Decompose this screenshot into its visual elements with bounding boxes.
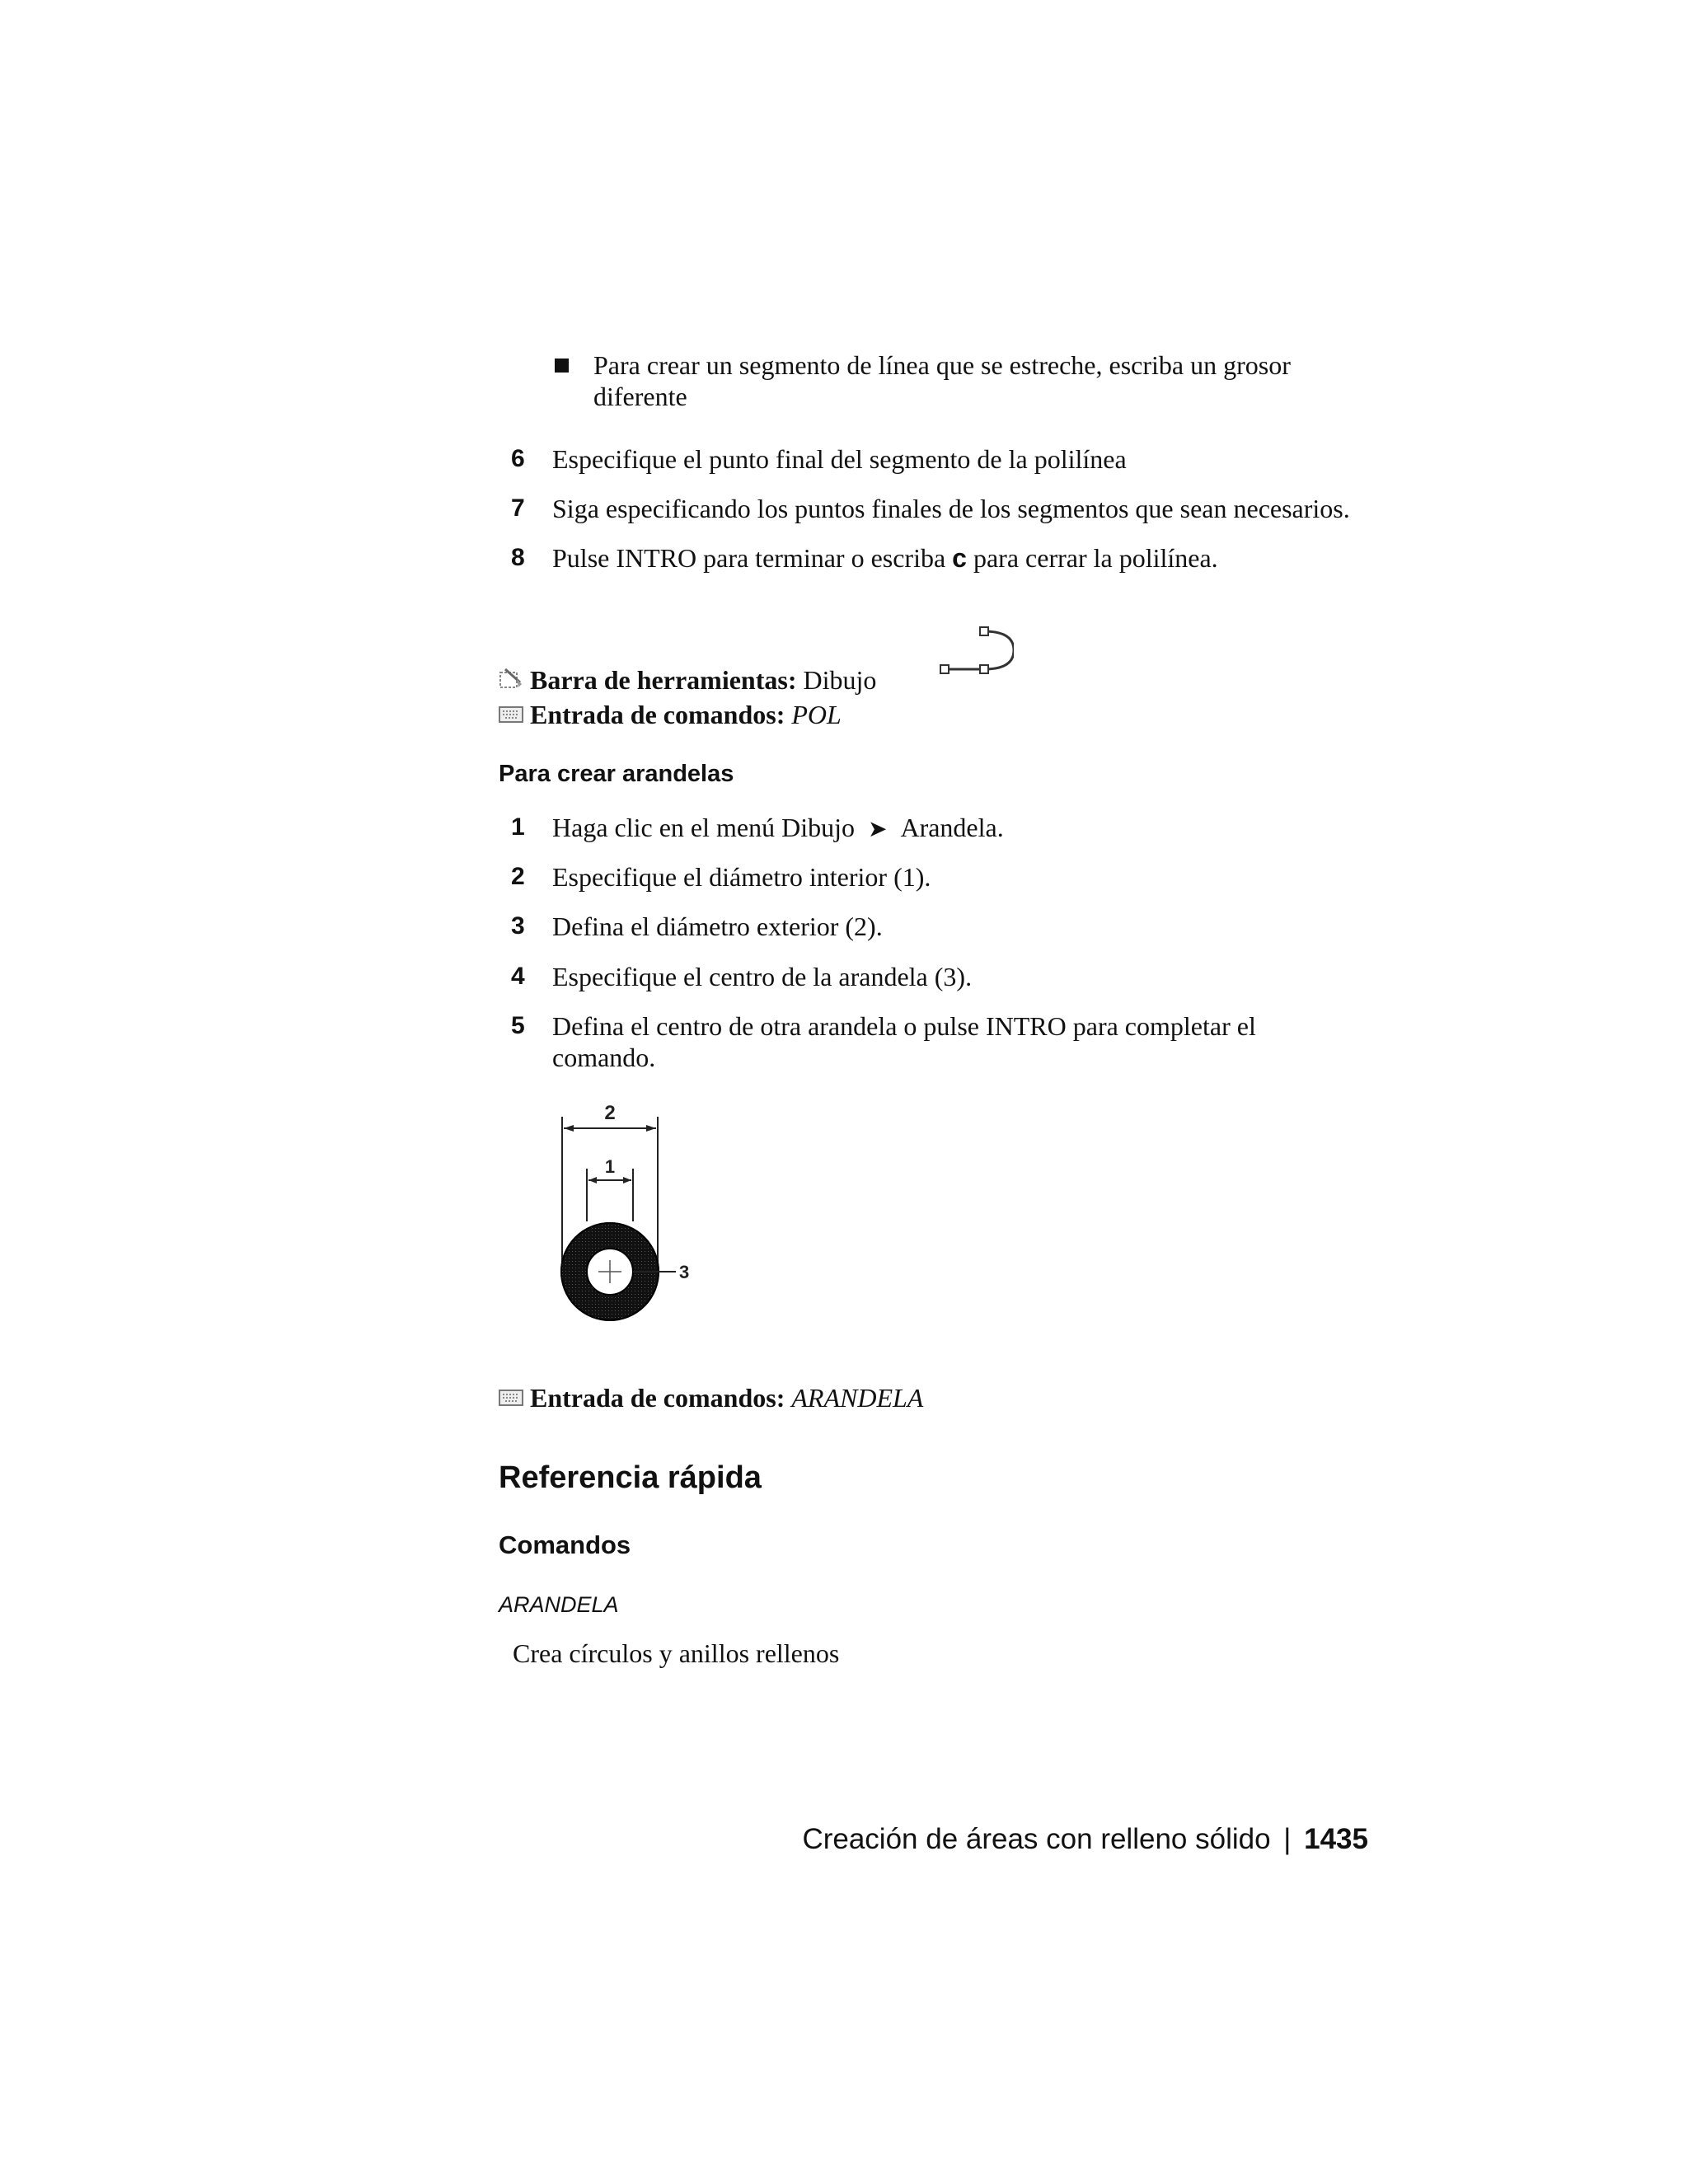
step-number: 8 xyxy=(511,544,525,571)
command-reference xyxy=(499,698,1076,731)
step-text xyxy=(552,541,1467,574)
procedure-title: Para crear arandelas xyxy=(499,761,734,787)
step-item xyxy=(511,910,1467,943)
subsection-title: Comandos xyxy=(499,1530,631,1559)
step-text-part: Arandela. xyxy=(900,813,1004,842)
step-item xyxy=(511,811,1467,844)
step-key: c xyxy=(952,543,967,573)
bullet-text-line1: Para crear un segmento de línea que se estreche, escriba un grosor xyxy=(593,350,1291,380)
page-footer xyxy=(802,1821,1368,1858)
step-text: Siga especificando los puntos finales de los segmentos que sean necesarios. xyxy=(552,494,1350,523)
keyboard-icon xyxy=(499,705,523,725)
step-item xyxy=(511,443,1467,476)
step-number: 6 xyxy=(511,445,525,472)
command-label: Entrada de comandos: xyxy=(530,700,785,729)
step-item xyxy=(511,960,1467,993)
step-text-part: Haga clic en el menú Dibujo xyxy=(552,813,855,842)
step-text: Especifique el punto final del segmento de la polilínea xyxy=(552,444,1127,474)
command-value: ARANDELA xyxy=(791,1383,924,1413)
command-label: Entrada de comandos: xyxy=(530,1383,785,1413)
step-item xyxy=(511,1010,1467,1076)
step-text-part: para cerrar la polilínea. xyxy=(966,543,1218,573)
step-text xyxy=(552,811,1467,846)
step-number: 3 xyxy=(511,912,525,940)
step-item xyxy=(511,860,1467,893)
inner-diameter-label: 1 xyxy=(604,1156,616,1177)
square-bullet-icon xyxy=(555,359,569,373)
step-item xyxy=(511,492,1467,525)
bullet-item xyxy=(511,349,1467,415)
step-text-part: Pulse INTRO para terminar o escriba xyxy=(552,543,953,573)
step-number: 2 xyxy=(511,863,525,890)
command-reference xyxy=(499,1381,1240,1414)
step-number: 4 xyxy=(511,963,525,990)
keyboard-icon xyxy=(499,1389,523,1408)
step-number: 1 xyxy=(511,813,525,841)
step-text-line1: Defina el centro de otra arandela o pulse INTRO para completar el xyxy=(552,1011,1256,1041)
step-text: Defina el diámetro exterior (2). xyxy=(552,912,883,941)
step-item xyxy=(511,541,1467,574)
polyline-icon xyxy=(938,622,1014,680)
step-number: 7 xyxy=(511,494,525,522)
step-text: Especifique el diámetro interior (1). xyxy=(552,862,931,892)
center-label: 3 xyxy=(679,1262,690,1282)
command-value: POL xyxy=(791,700,842,729)
footer-separator: | xyxy=(1283,1823,1292,1855)
bullet-text-line2: diferente xyxy=(593,382,687,411)
step-text-line2: comando. xyxy=(552,1043,656,1072)
step-number: 5 xyxy=(511,1012,525,1039)
footer-chapter-title: Creación de áreas con relleno sólido xyxy=(802,1823,1271,1855)
command-description: Crea círculos y anillos rellenos xyxy=(513,1638,840,1668)
section-title: Referencia rápida xyxy=(499,1460,762,1495)
command-name: ARANDELA xyxy=(499,1592,619,1617)
menu-arrow-icon: ➤ xyxy=(867,816,888,841)
toolbar-label: Barra de herramientas: xyxy=(530,665,797,695)
page-number: 1435 xyxy=(1304,1823,1368,1855)
toolbar-icon xyxy=(499,666,523,691)
toolbar-value: Dibujo xyxy=(803,665,877,695)
washer-diagram xyxy=(552,1096,709,1327)
outer-diameter-label: 2 xyxy=(604,1102,616,1124)
step-text: Especifique el centro de la arandela (3). xyxy=(552,962,973,991)
